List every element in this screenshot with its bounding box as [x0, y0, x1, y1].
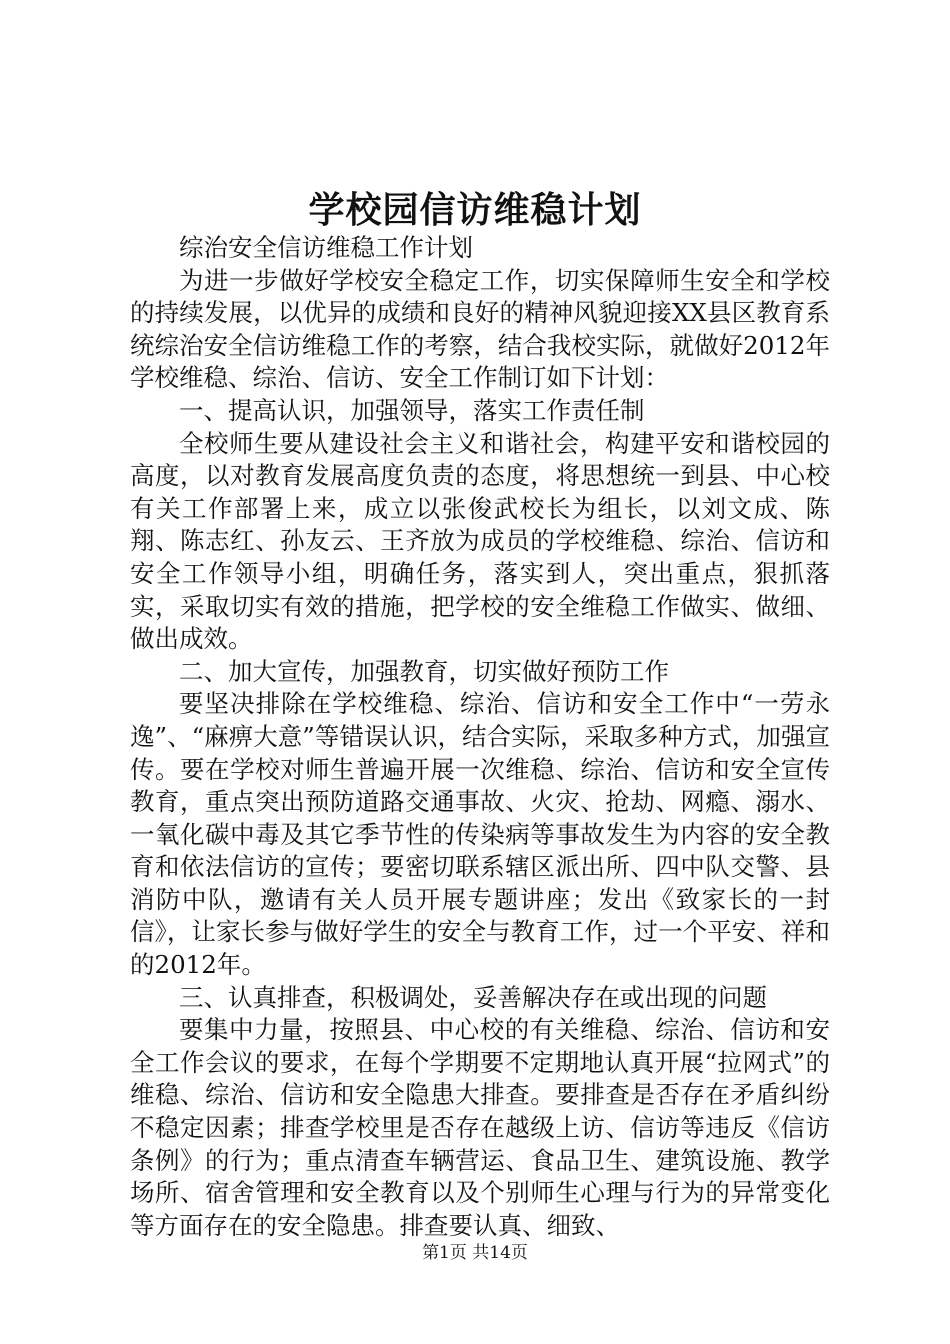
section-heading-3: 三、认真排查，积极调处，妥善解决存在或出现的问题 [179, 982, 767, 1012]
document-body [130, 232, 830, 1242]
paragraph-intro: 为进一步做好学校安全稳定工作，切实保障师生安全和学校的持续发展，以优异的成绩和良好的精神风貌迎接XX县区教育系统综治安全信访维稳工作的考察，结合我校实际，就做好2012年学校维稳、综治、信访、安全工作制订如下计划： [130, 265, 830, 393]
document-title: 学校园信访维稳计划 [308, 189, 642, 231]
paragraph-section-2: 要坚决排除在学校维稳、综治、信访和安全工作中“一劳永逸”、“麻痹大意”等错误认识，结合实际，采取多种方式，加强宣传。要在学校对师生普遍开展一次维稳、综治、信访和安全宣传教育，重点突出预防道路交通事故、火灾、抢劫、网瘾、溺水、一氧化碳中毒及其它季节性的传染病等事故发生为内容的安全教育和依法信访的宣传；要密切联系辖区派出所、四中队交警、县消防中队，邀请有关人员开展专题讲座；发出《致家长的一封信》，让家长参与做好学生的安全与教育工作，过一个平安、祥和的2012年。 [130, 689, 830, 980]
section-heading-1: 一、提高认识，加强领导，落实工作责任制 [179, 395, 645, 425]
paragraph-section-3: 要集中力量，按照县、中心校的有关维稳、综治、信访和安全工作会议的要求，在每个学期要不定期地认真开展“拉网式”的维稳、综治、信访和安全隐患大排查。要排查是否存在矛盾纠纷不稳定因素；排查学校里是否存在越级上访、信访等违反《信访条例》的行为；重点清查车辆营运、食品卫生、建筑设施、教学场所、宿舍管理和安全教育以及个别师生心理与行为的异常变化等方面存在的安全隐患。排查要认真、细致、 [130, 1015, 830, 1240]
section-heading-2: 二、加大宣传，加强教育，切实做好预防工作 [179, 656, 669, 686]
paragraph-section-1: 全校师生要从建设社会主义和谐社会，构建平安和谐校园的高度，以对教育发展高度负责的态度，将思想统一到县、中心校有关工作部署上来，成立以张俊武校长为组长，以刘文成、陈翔、陈志红、孙友云、王齐放为成员的学校维稳、综治、信访和安全工作领导小组，明确任务，落实到人，突出重点，狠抓落实，采取切实有效的措施，把学校的安全维稳工作做实、做细、做出成效。 [130, 428, 830, 654]
page-footer: 第1页 共14页 [422, 1243, 528, 1263]
paragraph-subtitle: 综治安全信访维稳工作计划 [179, 233, 473, 262]
